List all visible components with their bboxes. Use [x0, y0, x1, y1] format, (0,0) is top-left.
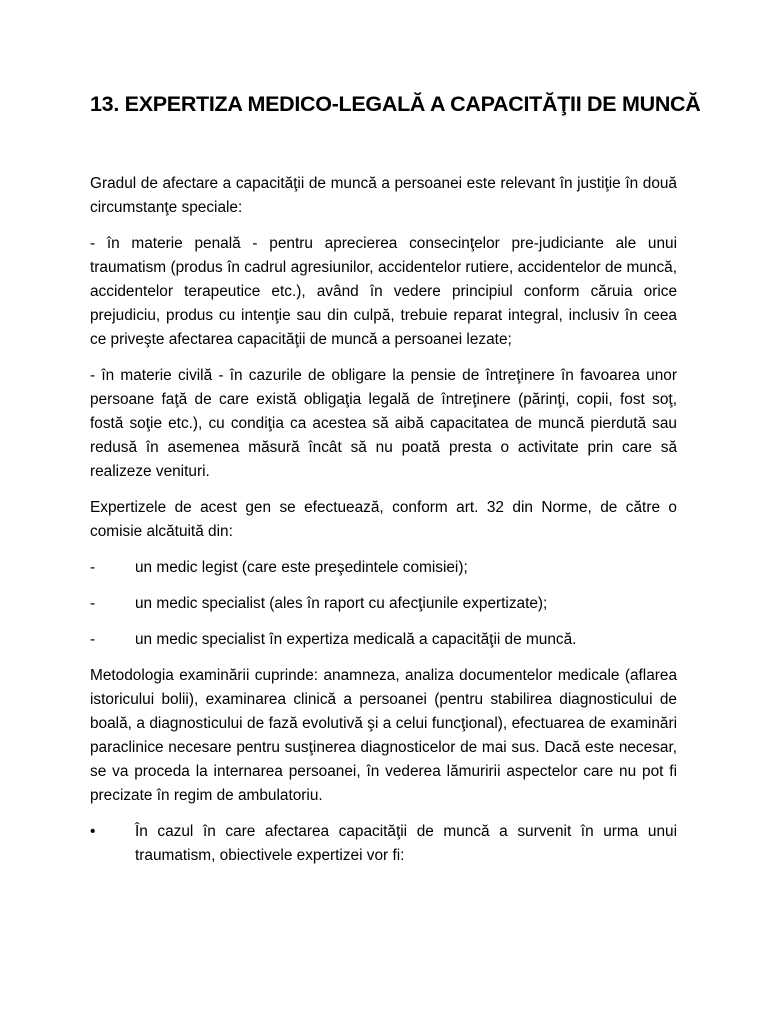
- list-item-text: un medic specialist în expertiza medicală a capacităţii de muncă.: [135, 631, 577, 648]
- paragraph-penal: - în materie penală - pentru aprecierea consecinţelor pre-judiciante ale unui traumatism (produs în cadrul agresiunilor, accidentelor rutiere, accidentelor de muncă, accidentelor terapeutice etc.), având în vedere principiul conform căruia orice prejudiciu, produs cu intenţie sau din culpă, trebuie reparat integral, inclusiv în ceea ce priveşte afectarea capacităţii de muncă a persoanei lezate;: [90, 235, 677, 348]
- bullet-marker: •: [90, 823, 96, 840]
- document-title: 13. EXPERTIZA MEDICO-LEGALĂ A CAPACITĂŢII DE MUNCĂ: [90, 92, 701, 116]
- commission-list-item: [90, 628, 677, 652]
- bullet-item: [90, 820, 677, 868]
- paragraph-intro: Gradul de afectare a capacităţii de muncă a persoanei este relevant în justiţie în două circumstanţe speciale:: [90, 175, 677, 216]
- dash-marker: -: [90, 631, 96, 648]
- dash-marker: -: [90, 595, 96, 612]
- list-item-text: un medic legist (care este preşedintele comisiei);: [135, 559, 468, 576]
- dash-marker: -: [90, 559, 96, 576]
- bullet-text: În cazul în care afectarea capacităţii de muncă a survenit în urma unui traumatism, obiectivele expertizei vor fi:: [135, 823, 677, 864]
- paragraph-civil: - în materie civilă - în cazurile de obligare la pensie de întreţinere în favoarea unor persoane faţă de care există obligaţia legală de întreţinere (părinţi, copii, fost soţ, fostă soţie etc.), cu condiţia ca acestea să aibă capacitatea de muncă pierdută sau redusă în asemenea măsură încât să nu poată presta o activitate prin care să realizeze venituri.: [90, 367, 677, 480]
- paragraph-methodology: Metodologia examinării cuprinde: anamneza, analiza documentelor medicale (aflarea istoricului bolii), examinarea clinică a persoanei (pentru stabilirea diagnosticului de boală, a diagnosticului de fază evolutivă şi a celui funcţional), efectuarea de examinări paraclinice necesare pentru susţinerea diagnosticelor de mai sus. Dacă este necesar, se va proceda la internarea persoanei, în vederea lămuririi aspectelor care nu pot fi precizate în regim de ambulatoriu.: [90, 667, 677, 804]
- commission-list-item: [90, 592, 677, 616]
- list-item-text: un medic specialist (ales în raport cu afecţiunile expertizate);: [135, 595, 548, 612]
- commission-list-item: [90, 556, 677, 580]
- paragraph-commission: Expertizele de acest gen se efectuează, conform art. 32 din Norme, de către o comisie alcătuită din:: [90, 499, 677, 540]
- document-body: [90, 172, 677, 880]
